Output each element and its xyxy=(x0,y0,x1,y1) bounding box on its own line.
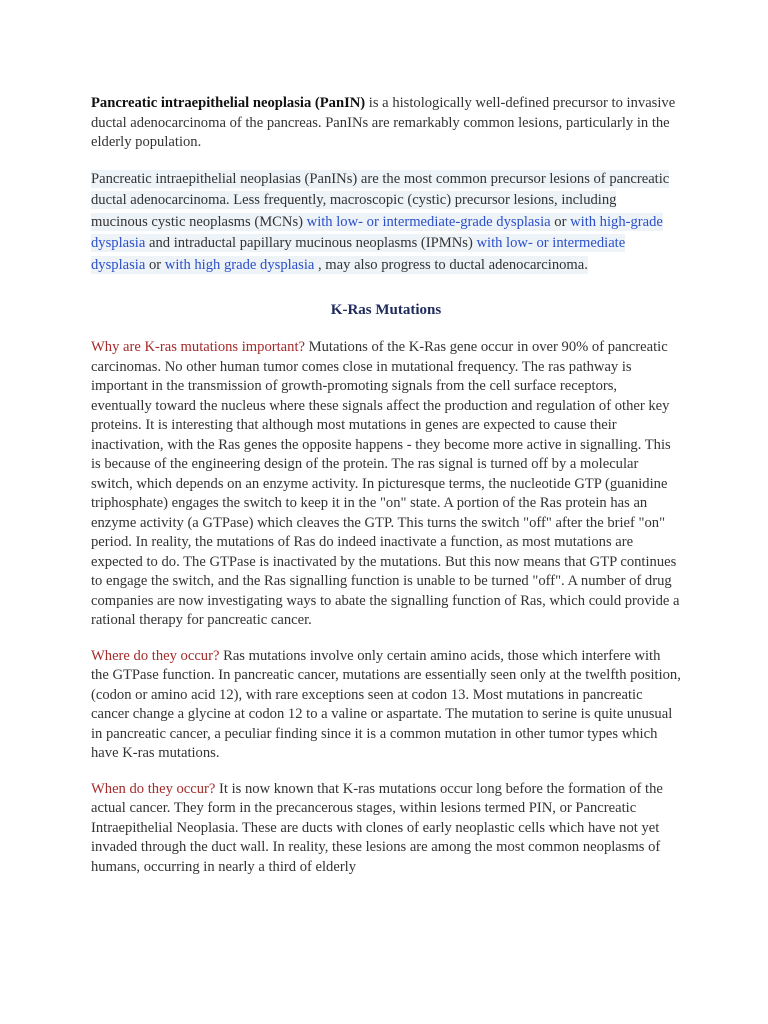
precursor-text-5: , may also progress to ductal adenocarcinoma. xyxy=(314,256,588,273)
section-importance xyxy=(91,338,681,631)
link-ipmn-high-grade[interactable]: with high grade dysplasia xyxy=(164,256,315,273)
intro-text: is a histologically well-defined precursor to invasive ductal adenocarcinoma of the pancreas. PanINs are remarkably common lesions, particularly in the elderly population. xyxy=(91,95,676,150)
intro-paragraph xyxy=(91,94,681,153)
precursor-text-3: and intraductal papillary mucinous neoplasms (IPMNs) xyxy=(145,235,477,252)
section-location xyxy=(91,647,681,764)
link-ipmn-low-grade[interactable]: with low- or intermediate dysplasia xyxy=(91,235,626,273)
precursor-paragraph xyxy=(87,167,679,279)
link-mcn-high-grade[interactable]: with high-grade dysplasia xyxy=(91,213,663,252)
question-importance: Why are K-ras mutations important? xyxy=(91,339,305,356)
intro-term: Pancreatic intraepithelial neoplasia (PanIN) xyxy=(91,95,366,111)
precursor-text-4: or xyxy=(145,256,165,273)
section-timing xyxy=(91,780,681,878)
link-mcn-low-grade[interactable]: with low- or intermediate-grade dysplasia xyxy=(306,213,551,230)
question-timing: When do they occur? xyxy=(91,780,216,797)
answer-timing: It is now known that K-ras mutations occur long before the formation of the actual cancer. They form in the precancerous stages, within lesions termed PIN, or Pancreatic Intraepithelial Neoplasia. These are ducts with clones of early neoplastic cells which have not yet invaded through the duct wall. In reality, these lesions are among the most common neoplasms of humans, occurring in nearly a third of elderly xyxy=(91,780,663,875)
precursor-text-1: Pancreatic intraepithelial neoplasias (PanINs) are the most common precursor lesions of pancreatic ductal adenocarcinoma. Less frequently, macroscopic (cystic) precursor lesions, including mucinous cystic neoplasms (MCNs) xyxy=(91,170,670,230)
section-heading: K-Ras Mutations xyxy=(330,302,442,319)
question-location: Where do they occur? xyxy=(91,647,220,664)
precursor-text-2: or xyxy=(550,213,571,230)
answer-location: Ras mutations involve only certain amino acids, those which interfere with the GTPase function. In pancreatic cancer, mutations are essentially seen only at the twelfth position, (codon or amino acid 12), with rare exceptions seen at codon 13. Most mutations in pancreatic cancer change a glycine at codon 12 to a valine or aspartate. The mutation to serine is quite unusual in pancreatic cancer, a peculiar finding since it is a common mutation in other tumor types which have K-ras mutations. xyxy=(91,647,681,762)
answer-importance: Mutations of the K-Ras gene occur in over 90% of pancreatic carcinomas. No other human tumor comes close in mutational frequency. The ras pathway is important in the transmission of growth-promoting signals from the cell surface receptors, eventually toward the nucleus where these signals affect the production and regulation of other key proteins. It is interesting that although most mutations in genes are expected to cause their inactivation, with the Ras genes the opposite happens - they become more active in signalling. This is because of the engineering design of the protein. The ras signal is turned off by a molecular switch, which depends on an enzyme activity. In picturesque terms, the nucleotide GTP (guanidine triphosphate) engages the switch to keep it in the "on" state. A portion of the Ras protein has an enzyme activity (a GTPase) which cleaves the GTP. This turns the switch "off" after the brief "on" period. In reality, the mutations of Ras do indeed inactivate a function, as most mutations are expected to do. The GTPase is inactivated by the mutations. But this now means that GTP continues to engage the switch, and the Ras signalling function is unable to be turned "off". A number of drug companies are now investigating ways to abate the signalling function of Ras, which could provide a rational therapy for pancreatic cancer. xyxy=(91,339,680,629)
